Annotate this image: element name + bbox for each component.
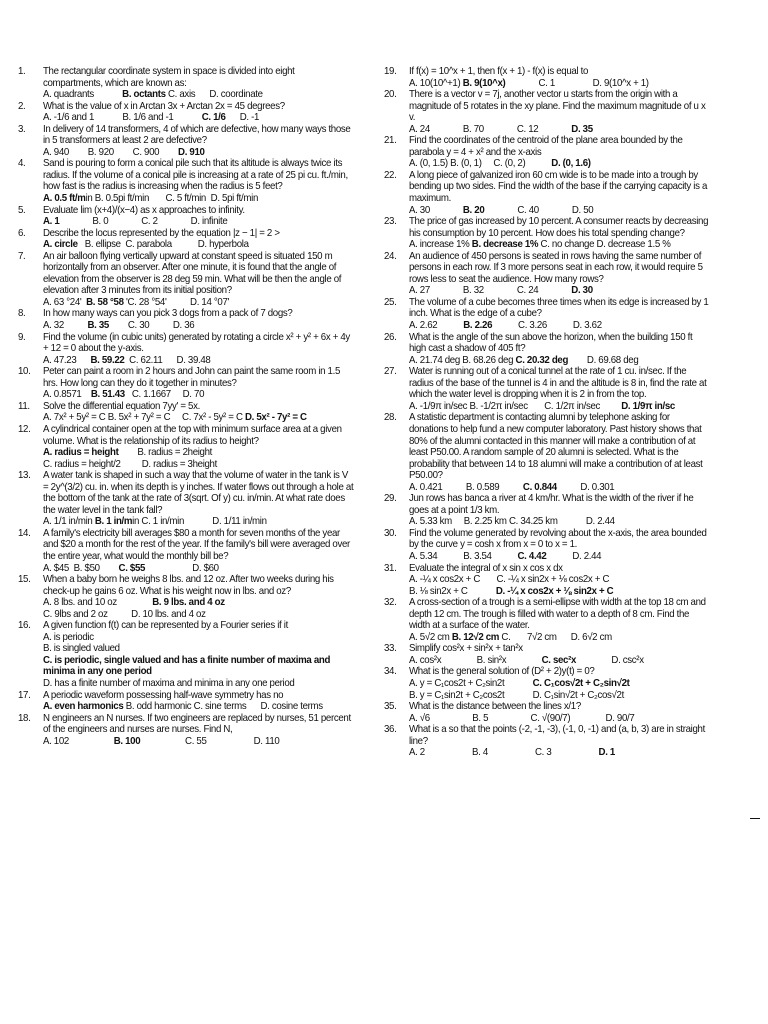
correct-answer: D. 910 (178, 146, 205, 158)
question-item (384, 643, 710, 666)
question-item (18, 66, 354, 101)
question-number: 31. (384, 562, 397, 574)
question-text: Find the coordinates of the centroid of the plane area bounded by the parabola y = 4 + x² and the x-axis (408, 135, 683, 158)
answer-choices: A. 63 °24' B. 58 °58 'C. 28 °54' D. 14 °07' (42, 296, 230, 308)
question-text: A family's electricity bill averages $80 a month for seven months of the year and $20 a month for the rest of the year. If the family's bill were averaged over the entire year, what would the monthly bill be? (42, 527, 350, 562)
answer-choices: A. √6 B. 5 C. √(90/7) D. 90/7 (408, 712, 635, 724)
correct-answer: D. 5x² - 7y² = C (244, 412, 307, 424)
answer-choices: A. 0.8571 B. 51.43 C. 1.1667 D. 70 (42, 389, 205, 401)
question-number: 10. (18, 366, 31, 378)
question-text: If f(x) = 10^x + 1, then f(x + 1) - f(x) is equal to (408, 66, 589, 77)
question-number: 25. (384, 296, 397, 308)
question-text: A long piece of galvanized iron 60 cm wide is to be made into a trough by bending up two sides. Find the width of the base if the carrying capacity is a maximum. (408, 169, 708, 205)
question-text: When a baby born he weighs 8 lbs. and 12 oz. After two weeks during his check-up he gains 6 oz. What is his weight now in lbs. and oz? (42, 574, 334, 597)
question-item (384, 412, 710, 493)
question-number: 36. (384, 724, 397, 736)
question-number: 2. (18, 100, 26, 112)
correct-answer: B. 2.26 (463, 320, 493, 332)
question-item (18, 158, 354, 204)
question-text: What is the general solution of (D² + 2)y(t) = 0? (408, 666, 595, 678)
answer-choices: A. 10(10^+1) B. 9(10^x) C. 1 D. 9(10^x + 1) (408, 77, 649, 89)
question-number: 30. (384, 527, 397, 539)
answer-choices: A. 5√2 cm B. 12√2 cm C. 7√2 cm D. 6√2 cm (408, 631, 612, 643)
answer-choices: A. 1 B. 0 C. 2 D. infinite (42, 216, 228, 228)
correct-answer: B. octants (122, 89, 166, 101)
question-item (384, 135, 710, 170)
question-item (384, 701, 710, 724)
question-number: 1. (18, 66, 26, 77)
question-text: A cylindrical container open at the top with minimum surface area at a given volume. What is the relationship of its radius to height? (42, 423, 342, 447)
correct-answer: D. 35 (571, 123, 593, 135)
answer-choices: A. circle B. ellipse C. parabola D. hyperbola (42, 239, 249, 251)
answer-choices: A. radius = height B. radius = 2height C. radius = height/2 D. radius = 3height (42, 447, 217, 470)
question-item (18, 308, 354, 331)
question-item (384, 366, 710, 412)
question-number: 27. (384, 366, 397, 378)
question-number: 35. (384, 701, 397, 713)
correct-answer: C. 20.32 deg (515, 354, 569, 366)
answer-choices: A. $45 B. $50 C. $55 D. $60 (42, 562, 219, 574)
question-text: A given function f(t) can be represented by a Fourier series if it A. is periodic B. is singled valued (42, 620, 288, 655)
question-number: 9. (18, 331, 26, 343)
question-number: 5. (18, 204, 26, 216)
question-text: Find the volume generated by revolving about the x-axis, the area bounded by the curve y = cosh x from x = 0 to x = 1. (408, 527, 707, 551)
correct-answer: B. 58 °58 (86, 296, 124, 308)
question-number: 8. (18, 308, 26, 320)
question-item (18, 101, 354, 124)
question-text: The rectangular coordinate system in space is divided into eight compartments, which are known as: (42, 66, 295, 89)
question-number: 21. (384, 135, 397, 147)
answer-choices: A. -1/9π in/sec B. -1/2π in/sec C. 1/2π in/sec D. 1/9π in/sc (408, 400, 675, 412)
answer-choices: A. 940 B. 920 C. 900 D. 910 (42, 146, 205, 158)
question-number: 22. (384, 169, 397, 181)
question-number: 19. (384, 66, 397, 77)
answer-choices: A. even harmonics B. odd harmonic C. sine terms D. cosine terms (42, 701, 323, 713)
question-text: What is the value of x in Arctan 3x + Arctan 2x = 45 degrees? (42, 100, 285, 112)
answer-choices: A. 8 lbs. and 10 oz B. 9 lbs. and 4 oz C. 9lbs and 2 oz D. 10 lbs. and 4 oz (42, 597, 225, 620)
correct-answer: B. 1 in/m (94, 516, 133, 528)
answer-choices: A. 47.23 B. 59.22 C. 62.11 D. 39.48 (42, 354, 211, 366)
question-text: Solve the differential equation 7yy' = 5x. (42, 400, 200, 412)
answer-choices: A. -1/6 and 1 B. 1/6 and -1 C. 1/6 D. -1 (42, 112, 260, 124)
question-item (18, 528, 354, 574)
question-item (18, 470, 354, 528)
question-item (18, 713, 354, 748)
question-item (384, 666, 710, 701)
correct-answer: B. 9(10^x) (462, 77, 506, 89)
answer-choices: A. 2.62 B. 2.26 C. 3.26 D. 3.62 (408, 320, 602, 332)
question-item (18, 124, 354, 159)
correct-answer: A. radius = height (42, 447, 119, 459)
question-item (384, 170, 710, 216)
question-text: Evaluate the integral of x sin x cos x dx (408, 562, 563, 574)
question-number: 34. (384, 666, 397, 678)
answer-choices: A. 32 B. 35 C. 30 D. 36 (42, 320, 195, 332)
correct-answer: B. 100 (113, 735, 141, 747)
margin-dash (750, 818, 760, 819)
answer-choices: A. (0, 1.5) B. (0, 1) C. (0, 2) D. (0, 1.6) (408, 158, 591, 170)
correct-answer: C. 0.844 (522, 481, 557, 493)
question-item (18, 332, 354, 367)
question-text: The price of gas increased by 10 percent. A consumer reacts by decreasing his consumption by 10 percent. How does his total spending change? (408, 216, 709, 239)
correct-answer: B. 12√2 cm (451, 631, 500, 643)
question-number: 15. (18, 574, 31, 586)
answer-choices: A. 5.34 B. 3.54 C. 4.42 D. 2.44 (408, 550, 602, 562)
answer-choices: A. 2 B. 4 C. 3 D. 1 (408, 747, 615, 759)
correct-answer: C. sec²x (541, 654, 577, 666)
answer-choices: A. y = C₁cos2t + C₂sin2t C. C₁cos√2t + C₂sin√2t B. y = C₁sin2t + C₂cos2t D. C₁sin√2t + C₂cos√2t (408, 677, 630, 701)
question-item (384, 597, 710, 643)
question-text: In delivery of 14 transformers, 4 of which are defective, how many ways those in 5 transformers at least 2 are defective? (42, 123, 351, 147)
answer-choices: A. increase 1% B. decrease 1% C. no change D. decrease 1.5 % (408, 239, 671, 251)
question-item (384, 563, 710, 598)
question-text: In how many ways can you pick 3 dogs from a pack of 7 dogs? (42, 308, 293, 320)
question-item (18, 690, 354, 713)
question-number: 20. (384, 89, 397, 101)
correct-answer: B. 51.43 (90, 389, 125, 401)
answer-choices: A. 27 B. 32 C. 24 D. 30 (408, 285, 593, 297)
question-text: What is the angle of the sun above the horizon, when the building 150 ft high cast a shadow of 405 ft? (408, 331, 693, 355)
answer-choices: A. 5.33 km B. 2.25 km C. 34.25 km D. 2.44 (408, 516, 615, 528)
question-item (18, 424, 354, 470)
answer-choices: A. 21.74 deg B. 68.26 deg C. 20.32 deg D. 69.68 deg (408, 354, 639, 366)
question-text: There is a vector v = 7j, another vector u starts from the origin with a magnitude of 5 rotates in the xy plane. Find the maximum magnitude of u x v. (408, 89, 706, 124)
correct-answer: A. 0.5 ft/m (42, 193, 86, 205)
correct-answer: B. decrease 1% (471, 239, 539, 251)
question-number: 32. (384, 597, 397, 609)
correct-answer: C. $55 (118, 562, 146, 574)
answer-choices: A. 24 B. 70 C. 12 D. 35 (408, 123, 593, 135)
question-item (18, 228, 354, 251)
question-number: 13. (18, 470, 31, 482)
question-text: What is a so that the points (-2, -1, -3), (-1, 0, -1) and (a, b, 3) are in straight line? (408, 724, 705, 747)
question-text: A statistic department is contacting alumni by telephone asking for donations to help fund a new computer laboratory. Past history shows that 80% of the alumni contacted in this manner will make a contribution of at least P50.00. A random sample of 20 alumni is selected. What is the probability that between 14 to 18 alumni will make a contribution of at least P50.00? (408, 412, 703, 482)
correct-answer: C. 4.42 (517, 550, 547, 562)
correct-answer: B. 35 (87, 320, 109, 332)
question-number: 11. (18, 400, 30, 412)
correct-answer: A. circle (42, 239, 78, 251)
question-item (384, 493, 710, 528)
correct-answer: B. 20 (462, 204, 485, 216)
question-number: 24. (384, 250, 397, 262)
question-number: 4. (18, 158, 26, 170)
correct-answer: D. (0, 1.6) (551, 158, 591, 170)
question-item (384, 66, 710, 89)
question-text: Peter can paint a room in 2 hours and John can paint the same room in 1.5 hrs. How long can they do it together in minutes? (42, 366, 341, 389)
correct-answer: A. even harmonics (42, 701, 124, 713)
question-text: Water is running out of a conical tunnel at the rate of 1 cu. in/sec. If the radius of the base of the tunnel is 4 in and the altitude is 8 in, find the rate at which the water level is dropping when it is 2 in from the top. (408, 366, 707, 401)
correct-answer: B. 9 lbs. and 4 oz (152, 597, 225, 609)
question-text: Find the volume (in cubic units) generated by rotating a circle x² + y² + 6x + 4y + 12 = 0 about the y-axis. (42, 331, 350, 355)
question-text: A water tank is shaped in such a way that the volume of water in the tank is V = 2y^(3/2) cu. in. when its depth is y inches. If water flows out through a hole at the bottom of the tank at the rate of 3(sqrt. Of y) cu. in/min. At what rate does the water level in the tank fall? (42, 470, 354, 516)
question-text: Simplify cos²x + sin²x + tan²x (408, 643, 523, 655)
question-number: 33. (384, 643, 397, 655)
answer-choices: A. 0.5 ft/min B. 0.5pi ft/min C. 5 ft/min D. 5pi ft/min (42, 193, 258, 205)
question-number: 29. (384, 493, 397, 505)
answer-choices: A. 30 B. 20 C. 40 D. 50 (408, 204, 594, 216)
question-number: 17. (18, 689, 31, 701)
answer-choices: A. 0.421 B. 0.589 C. 0.844 D. 0.301 (408, 481, 615, 493)
correct-answer: C. is periodic, single valued and has a finite number of maxima and minima in any one period (42, 654, 331, 678)
question-text: N engineers an N nurses. If two engineers are replaced by nurses, 51 percent of the engineers and nurses are nurses. Find N, (42, 712, 351, 736)
question-item (18, 251, 354, 309)
question-item (384, 216, 710, 251)
question-text: The volume of a cube becomes three times when its edge is increased by 1 inch. What is the edge of a cube? (408, 296, 709, 320)
question-text: Evaluate lim (x+4)/(x−4) as x approaches to infinity. (42, 204, 245, 216)
question-number: 3. (18, 123, 26, 135)
correct-answer: B. 59.22 (90, 354, 125, 366)
answer-choices: A. quadrants B. octants C. axis D. coordinate (42, 89, 263, 101)
correct-answer: A. 1 (42, 216, 60, 228)
question-text: A cross-section of a trough is a semi-ellipse with width at the top 18 cm and depth 12 cm. The trough is filled with water to a depth of 8 cm. Find the width at a surface of the water. (408, 597, 706, 632)
answer-choices: A. 1/1 in/min B. 1 in/min C. 1 in/min D. 1/11 in/min (42, 516, 267, 528)
question-item (384, 528, 710, 563)
answer-choices: C. is periodic, single valued and has a finite number of maxima and minima in any one period D. has a finite number of maxima and minima in any one period (42, 654, 331, 689)
answer-choices: A. 7x² + 5y² = C B. 5x² + 7y² = C C. 7x² - 5y² = C D. 5x² - 7y² = C (42, 412, 307, 424)
question-text: A periodic waveform possessing half-wave symmetry has no (42, 689, 284, 701)
question-text: Sand is pouring to form a conical pile such that its altitude is always twice its radius. If the volume of a conical pile is increasing at a rate of 25 pi cu. ft./min, how fast is the radius is increasing when the radius is 5 feet? (42, 158, 348, 193)
correct-answer: D. 1 (598, 747, 615, 759)
question-text: Describe the locus represented by the equation |z − 1| = 2 > (42, 227, 280, 239)
question-item (18, 620, 354, 689)
correct-answer: D. 30 (571, 285, 593, 297)
question-item (384, 332, 710, 367)
question-item (384, 724, 710, 759)
question-item (384, 89, 710, 135)
correct-answer: C. 1/6 (201, 112, 226, 124)
question-number: 23. (384, 216, 397, 228)
question-number: 6. (18, 227, 26, 239)
question-text: What is the distance between the lines x/1? (408, 701, 581, 713)
question-number: 18. (18, 712, 31, 724)
question-item (18, 401, 354, 424)
answer-choices: A. 102 B. 100 C. 55 D. 110 (42, 735, 280, 747)
question-number: 26. (384, 331, 397, 343)
question-item (18, 205, 354, 228)
question-number: 7. (18, 250, 26, 262)
question-column-left (18, 66, 368, 747)
question-number: 28. (384, 412, 397, 424)
question-text: An air balloon flying vertically upward at constant speed is situated 150 m horizontally from an observer. After one minute, it is found that the angle of elevation from the observer is 28 deg 59 min. What will be then the angle of elevation after 3 minutes from its initial position? (42, 250, 342, 297)
question-item (18, 366, 354, 401)
question-item (384, 251, 710, 297)
answer-choices: A. cos²x B. sin²x C. sec²x D. csc²x (408, 654, 644, 666)
question-column-right (384, 66, 724, 759)
correct-answer: D. 1/9π in/sc (621, 400, 675, 412)
question-number: 14. (18, 527, 31, 539)
question-text: Jun rows has banca a river at 4 km/hr. What is the width of the river if he goes at a point 1/3 km. (408, 493, 694, 516)
question-item (384, 297, 710, 332)
question-number: 12. (18, 423, 31, 435)
correct-answer: D. -¼ x cos2x + ⅛ sin2x + C (495, 585, 614, 597)
answer-choices: A. -¼ x cos2x + C C. -¼ x sin2x + ⅛ cos2x + C B. ⅛ sin2x + C D. -¼ x cos2x + ⅛ sin2x + C (408, 574, 614, 597)
question-number: 16. (18, 620, 31, 632)
question-text: An audience of 450 persons is seated in rows having the same number of persons in each row. If 3 more persons seat in each row, it would require 5 rows less to seat the audience. How many rows? (408, 250, 703, 285)
question-item (18, 574, 354, 620)
correct-answer: C. C₁cos√2t + C₂sin√2t (532, 677, 630, 689)
